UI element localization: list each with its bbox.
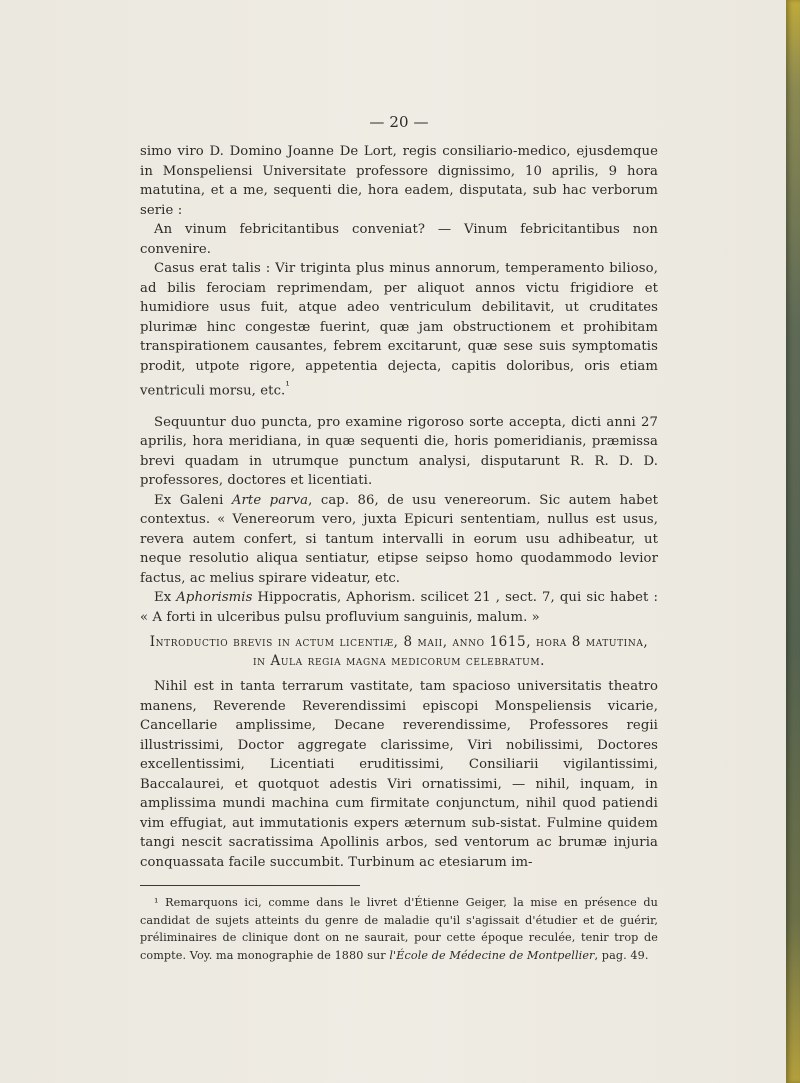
paragraph-oration: Nihil est in tanta terrarum vastitate, tam spacioso universitatis theatro manens, Reverende Reverendissimi episcopi Monspeliensis vicarie, Cancellarie amplissime, Decane reverendissime, Professores regii illustrissimi, Doctor aggregate clarissime, Viri nobilissimi, Doctores excellentissimi, Licentiati eruditissimi, Consiliarii vigilantissimi, Baccalaurei, et quotquot adestis Viri ornatissimi, — nihil, inquam, in amplissima mundi machina cum firmitate conjunctum, nihil quod patiendi vim effugiat, aut immutationis expers æternum sub-sistat. Fulmine quidem tangi nescit sacratissima Apollinis arbos, sed ventorum ac brumæ injuria conquassata facile succumbit. Turbinum ac etesiarum im- — [140, 679, 658, 870]
hippocrates-title: Aphorismis — [176, 590, 253, 606]
footnote-end: , pag. 49. — [594, 948, 649, 962]
hippocrates-intro: Ex — [154, 590, 177, 606]
text-block — [140, 112, 658, 964]
paragraph-hippocrates — [140, 588, 658, 627]
galen-intro: Ex Galeni — [154, 492, 232, 508]
case-text: Casus erat talis : Vir triginta plus minus annorum, temperamento bilioso, ad bilis ferociam reprimendam, per aliquot annos victu frigidiore et humidiore usus fuit, atque adeo ventriculum debilitavit, ut cruditates plurimæ hinc congestæ fuerint, quæ jam obstructionem et prohibitam transpirationem causantes, febrem excitarunt, quæ sese suis symptomatis prodit, utpote rigore, appetentia dejecta, capitis doloribus, oris etiam ventriculi morsu, etc. — [140, 261, 658, 399]
heading-line-2: in Aula regia magna medicorum celebratum. — [252, 653, 546, 670]
page-number: — 20 — — [369, 113, 429, 131]
footnote-ref: ¹ — [285, 379, 290, 392]
galen-title: Arte parva — [231, 492, 309, 508]
section-heading — [140, 633, 658, 671]
footnote-text: ¹ Remarquons ici, comme dans le livret d'Étienne Geiger, la mise en présence du candidat de sujets atteints du genre de maladie qu'il s'agissait d'étudier et de guérir, préliminaires de clinique dont on ne saurait, pour cette époque reculée, tenir trop de compte. Voy. ma monographie de 1880 sur — [140, 896, 658, 962]
footnote — [140, 894, 658, 964]
galen-text: , cap. 86, de usu venereorum. Sic autem habet contextus. « Venereorum vero, juxta Epicuri sententiam, nullus est usus, revera autem confert, si tantum intervalli in eorum usu adhibeatur, ut neque resolutio aliqua sentiatur, etipse seipso homo quodammodo levior factus, ac melius spirare videatur, etc. — [140, 492, 658, 586]
paragraph-puncta: Sequuntur duo puncta, pro examine rigoroso sorte accepta, dicti anni 27 aprilis, hora meridiana, in quæ sequenti die, horis pomeridianis, præmissa brevi quadam in utrumque punctum analysi, disputarunt R. R. D. D. professores, doctores et licentiati. — [140, 414, 658, 489]
footnote-title: l'École de Médecine de Montpellier — [389, 948, 595, 962]
heading-line-1: Introductio brevis in actum licentiæ, 8 maii, anno 1615, hora 8 matutina, — [149, 634, 649, 651]
footnote-divider — [140, 885, 360, 886]
paragraph-galen — [140, 491, 658, 589]
paragraph-thesis: An vinum febricitantibus conveniat? — Vinum febricitantibus non convenire. — [140, 222, 658, 257]
paragraph-case — [140, 259, 658, 401]
book-spine-edge — [786, 0, 800, 1083]
paragraph-continuation: simo viro D. Domino Joanne De Lort, regis consiliario-medico, ejusdemque in Monspeliensi Universitate professore dignissimo, 10 aprilis, 9 hora matutina, et a me, sequenti die, hora eadem, disputata, sub hac verborum serie : — [140, 144, 658, 218]
hippocrates-text: Hippocratis, Aphorism. scilicet 21 , sect. 7, qui sic habet : « A forti in ulceribus pulsu profluvium sanguinis, malum. » — [140, 590, 658, 625]
